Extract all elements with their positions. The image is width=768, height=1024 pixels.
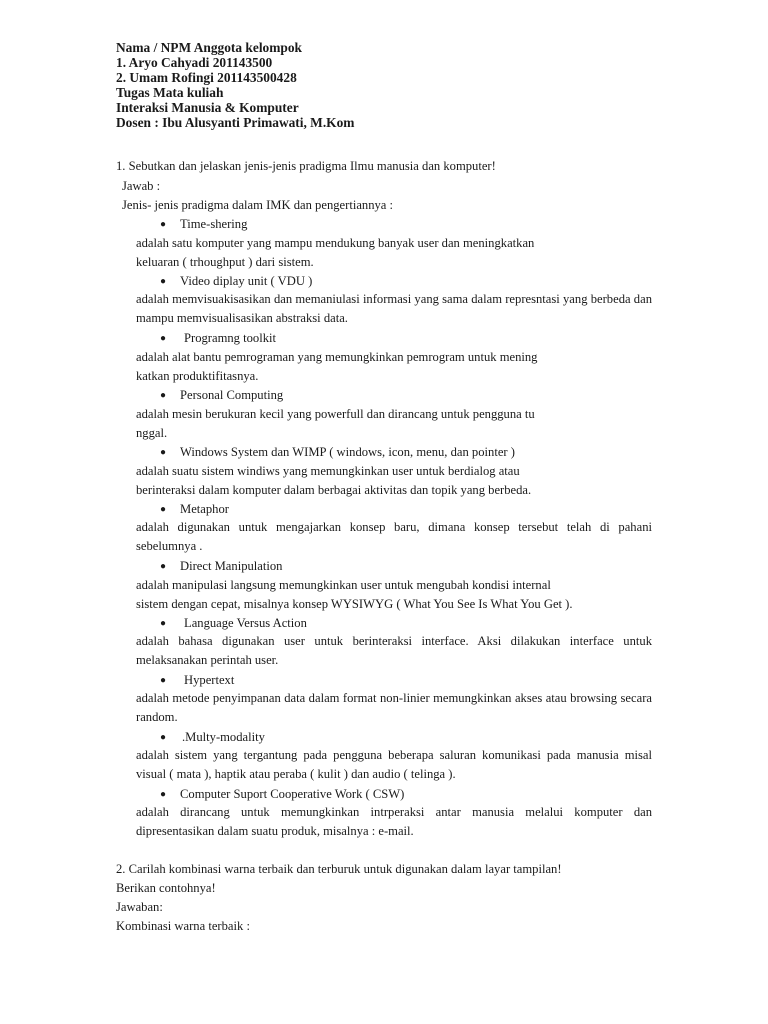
bullet-icon: ● <box>160 504 167 515</box>
answer-label-1: Jawab : <box>122 179 161 193</box>
item-desc: adalah mesin berukuran kecil yang powerfull dan dirancang untuk pengguna tu <box>136 407 535 421</box>
bullet-icon: ● <box>160 219 167 230</box>
bullet-icon: ● <box>160 276 167 287</box>
answer-label-2: Jawaban: <box>116 900 163 914</box>
member-1: 1. Aryo Cahyadi 201143500 <box>116 54 273 70</box>
bullet-icon: ● <box>160 333 167 344</box>
question-1: 1. Sebutkan dan jelaskan jenis-jenis pradigma Ilmu manusia dan komputer! <box>116 159 496 173</box>
item-title: Programng toolkit <box>184 331 276 345</box>
item-title: .Multy-modality <box>182 730 265 744</box>
item-desc: adalah metode penyimpanan data dalam format non-linier memungkinkan akses atau browsing secara random. <box>136 691 652 724</box>
item-desc: adalah suatu sistem windiws yang memungkinkan user untuk berdialog atau <box>136 464 520 478</box>
best-color-label: Kombinasi warna terbaik : <box>116 919 250 933</box>
item-desc: adalah bahasa digunakan user untuk berinteraksi interface. Aksi dilakukan interface untuk melaksanakan perintah user. <box>136 634 652 667</box>
item-desc: keluaran ( trhoughput ) dari sistem. <box>136 255 314 269</box>
item-desc: nggal. <box>136 426 168 440</box>
item-title: Computer Suport Cooperative Work ( CSW) <box>180 787 405 801</box>
document-header <box>116 41 354 130</box>
item-title: Video diplay unit ( VDU ) <box>180 274 313 288</box>
bullet-icon: ● <box>160 561 167 572</box>
item-title: Metaphor <box>180 502 229 516</box>
item-title: Personal Computing <box>180 388 284 402</box>
question-2: 2. Carilah kombinasi warna terbaik dan terburuk untuk digunakan dalam layar tampilan! <box>116 862 562 876</box>
assignment-label: Tugas Mata kuliah <box>116 84 224 100</box>
item-desc: adalah alat bantu pemrograman yang memungkinkan pemrogram untuk mening <box>136 350 538 364</box>
item-desc: katkan produktifitasnya. <box>136 369 259 383</box>
item-desc: adalah memvisuakisasikan dan memaniulasi informasi yang sama dalam represntasi yang berbeda dan mampu memvisualisasikan abstraksi data. <box>136 292 652 325</box>
item-title: Hypertext <box>184 673 235 687</box>
item-desc: adalah manipulasi langsung memungkinkan user untuk mengubah kondisi internal <box>136 578 551 592</box>
lecturer: Dosen : Ibu Alusyanti Primawati, M.Kom <box>116 114 355 130</box>
item-desc: adalah satu komputer yang mampu mendukung banyak user dan meningkatkan <box>136 236 535 250</box>
item-desc: adalah digunakan untuk mengajarkan konsep baru, dimana konsep tersebut telah di pahani sebelumnya . <box>136 520 652 553</box>
item-desc: adalah dirancang untuk memungkinkan intrperaksi antar manusia melalui komputer dan dipresentasikan dalam suatu produk, misalnya : e-mail. <box>136 805 652 838</box>
bullet-icon: ● <box>160 675 167 686</box>
item-desc: adalah sistem yang tergantung pada pengguna beberapa saluran komunikasi pada manusia misal visual ( mata ), haptik atau peraba ( kulit ) dan audio ( telinga ). <box>136 748 652 781</box>
bullet-icon: ● <box>160 732 167 743</box>
item-desc: berinteraksi dalam komputer dalam berbagai aktivitas dan topik yang berbeda. <box>136 483 532 497</box>
item-title: Windows System dan WIMP ( windows, icon, menu, dan pointer ) <box>180 445 515 459</box>
course-name: Interaksi Manusia & Komputer <box>116 99 299 115</box>
bullet-icon: ● <box>160 390 167 401</box>
question-2-line2: Berikan contohnya! <box>116 881 216 895</box>
bullet-icon: ● <box>160 447 167 458</box>
item-desc: sistem dengan cepat, misalnya konsep WYSIWYG ( What You See Is What You Get ). <box>136 597 573 611</box>
item-title: Time-shering <box>180 217 248 231</box>
header-title: Nama / NPM Anggota kelompok <box>116 40 302 55</box>
bullet-icon: ● <box>160 618 167 629</box>
answer-intro: Jenis- jenis pradigma dalam IMK dan pengertiannya : <box>122 198 394 212</box>
member-2: 2. Umam Rofingi 201143500428 <box>116 69 297 85</box>
bullet-icon: ● <box>160 789 167 800</box>
item-title: Direct Manipulation <box>180 559 283 573</box>
item-title: Language Versus Action <box>184 616 307 630</box>
